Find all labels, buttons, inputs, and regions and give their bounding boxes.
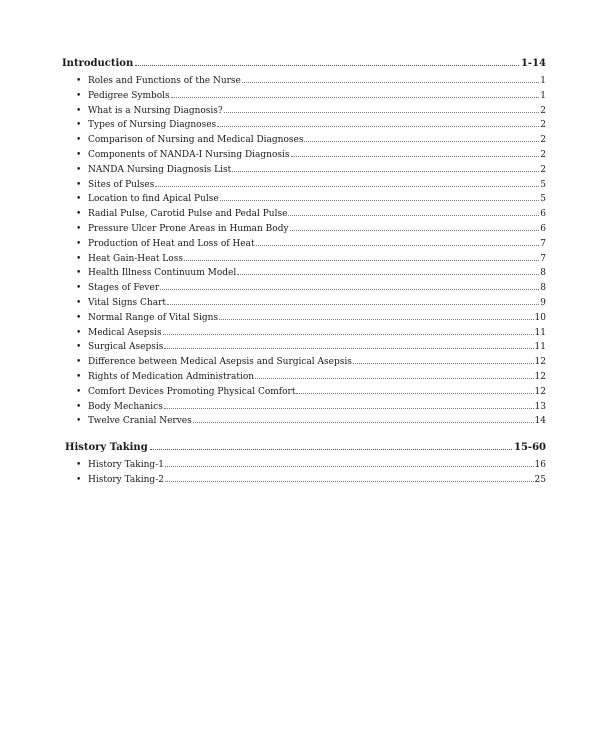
dot-leader (155, 186, 539, 187)
toc-entry-label: Health Illness Continuum Model (88, 268, 237, 279)
bullet-icon: • (76, 179, 82, 190)
toc-entry[interactable] (76, 118, 546, 133)
bullet-icon: • (76, 474, 82, 485)
toc-entry-page: 5 (540, 194, 546, 205)
toc-entry-page: 2 (540, 135, 546, 146)
dot-leader (160, 289, 539, 290)
toc-entry-page: 12 (534, 386, 546, 397)
toc-entry-label: Sites of Pulses (88, 179, 155, 190)
bullet-icon: • (76, 223, 82, 234)
bullet-icon: • (76, 253, 82, 264)
section-page-range: 1-14 (520, 58, 546, 69)
toc-entry-page: 2 (540, 164, 546, 175)
bullet-icon: • (76, 268, 82, 279)
toc-entry-page: 1 (540, 76, 546, 86)
toc-entry-page: 13 (534, 401, 546, 412)
toc-entry-label: Radial Pulse, Carotid Pulse and Pedal Pulse (88, 209, 288, 220)
dot-leader (242, 82, 539, 83)
toc-entry-page: 12 (534, 371, 546, 382)
dot-leader (256, 245, 540, 246)
section-title: History Taking (65, 442, 148, 453)
dot-leader (164, 348, 533, 349)
bullet-icon: • (76, 401, 82, 412)
toc-entry-label: Pedigree Symbols (88, 90, 170, 101)
toc-entry-label: Production of Heat and Loss of Heat (88, 238, 255, 249)
bullet-icon: • (76, 135, 82, 146)
toc-entry[interactable] (76, 311, 546, 326)
section-heading[interactable] (65, 442, 546, 456)
dot-leader (217, 126, 539, 127)
toc-entry[interactable] (76, 104, 546, 119)
dot-leader (135, 65, 519, 66)
toc-entry-label: Rights of Medication Administration (88, 371, 255, 382)
toc-entry-label: Vital Signs Chart (88, 297, 166, 308)
toc-entry-label: Components of NANDA-I Nursing Diagnosis (88, 149, 290, 160)
toc-entry[interactable] (76, 74, 546, 89)
dot-leader (219, 319, 533, 320)
toc-entry-page: 16 (534, 460, 546, 470)
toc-entry[interactable] (76, 355, 546, 370)
toc-section-history-taking (0, 442, 607, 488)
toc-entry-label: Heat Gain-Heat Loss (88, 253, 183, 264)
toc-entry-page: 14 (534, 416, 546, 427)
bullet-icon: • (76, 149, 82, 160)
dot-leader (163, 334, 534, 335)
toc-entry-label: NANDA Nursing Diagnosis List (88, 164, 232, 175)
toc-entry-label: What is a Nursing Diagnosis? (88, 105, 223, 116)
dot-leader (353, 363, 534, 364)
toc-entry-page: 2 (540, 120, 546, 131)
bullet-icon: • (76, 90, 82, 101)
toc-entry-page: 5 (540, 179, 546, 190)
dot-leader (193, 422, 534, 423)
toc-entry[interactable] (76, 192, 546, 207)
toc-entry-label: History Taking-2 (88, 474, 164, 485)
toc-entry-page: 11 (534, 327, 546, 338)
toc-entry-page: 6 (540, 209, 546, 220)
toc-entry[interactable] (76, 163, 546, 178)
toc-entry[interactable] (76, 340, 546, 355)
dot-leader (164, 408, 534, 409)
section-page-range: 15-60 (514, 442, 546, 453)
toc-entry-page: 11 (534, 342, 546, 353)
toc-entry-label: Stages of Fever (88, 283, 160, 294)
toc-entry-label: Medical Asepsis (88, 327, 162, 338)
bullet-icon: • (76, 105, 82, 116)
toc-entry-label: Pressure Ulcer Prone Areas in Human Body (88, 223, 289, 234)
bullet-icon: • (76, 416, 82, 427)
toc-entry-label: Location to find Apical Pulse (88, 194, 219, 205)
dot-leader (288, 215, 539, 216)
toc-entry-page: 25 (534, 474, 546, 485)
bullet-icon: • (76, 312, 82, 323)
dot-leader (165, 481, 534, 482)
toc-entry[interactable] (76, 266, 546, 281)
dot-leader (232, 171, 539, 172)
toc-entry-label: Difference between Medical Asepsis and Surgical Asepsis (88, 357, 352, 368)
toc-entry-label: Twelve Cranial Nerves (88, 416, 192, 427)
toc-entry-page: 1 (540, 90, 546, 101)
toc-entry[interactable] (76, 133, 546, 148)
toc-entry-label: Surgical Asepsis (88, 342, 164, 353)
dot-leader (255, 378, 534, 379)
toc-entry-label: Types of Nursing Diagnoses (88, 120, 217, 131)
toc-entry[interactable] (76, 326, 546, 341)
toc-item-list (0, 74, 607, 429)
toc-entry-label: Comfort Devices Promoting Physical Comfort (88, 386, 296, 397)
toc-entry[interactable] (76, 473, 546, 488)
toc-entry-page: 7 (540, 253, 546, 264)
dot-leader (165, 466, 534, 467)
toc-entry-page: 6 (540, 223, 546, 234)
toc-entry-page: 9 (540, 297, 546, 308)
dot-leader (290, 230, 540, 231)
toc-item-list (0, 458, 607, 488)
toc-entry[interactable] (76, 414, 546, 429)
bullet-icon: • (76, 164, 82, 175)
bullet-icon: • (76, 120, 82, 131)
bullet-icon: • (76, 460, 82, 470)
toc-entry-page: 2 (540, 149, 546, 160)
bullet-icon: • (76, 194, 82, 205)
toc-entry[interactable] (76, 89, 546, 104)
dot-leader (150, 449, 512, 450)
toc-entry[interactable] (76, 281, 546, 296)
toc-entry[interactable] (76, 458, 546, 473)
toc-entry[interactable] (76, 252, 546, 267)
dot-leader (167, 304, 539, 305)
toc-entry-label: Comparison of Nursing and Medical Diagnoses (88, 135, 304, 146)
toc-entry-label: Body Mechanics (88, 401, 163, 412)
section-heading[interactable] (62, 58, 546, 72)
bullet-icon: • (76, 386, 82, 397)
bullet-icon: • (76, 342, 82, 353)
bullet-icon: • (76, 76, 82, 86)
bullet-icon: • (76, 238, 82, 249)
toc-entry[interactable] (76, 400, 546, 415)
bullet-icon: • (76, 327, 82, 338)
toc-entry-page: 8 (540, 283, 546, 294)
bullet-icon: • (76, 357, 82, 368)
toc-entry[interactable] (76, 148, 546, 163)
bullet-icon: • (76, 371, 82, 382)
toc-entry-label: Normal Range of Vital Signs (88, 312, 219, 323)
toc-entry-page: 10 (534, 312, 546, 323)
section-title: Introduction (62, 58, 134, 69)
dot-leader (291, 156, 540, 157)
toc-entry-page: 12 (534, 357, 546, 368)
toc-entry[interactable] (76, 237, 546, 252)
dot-leader (220, 200, 540, 201)
dot-leader (304, 141, 539, 142)
toc-entry-page: 2 (540, 105, 546, 116)
dot-leader (237, 274, 539, 275)
toc-entry[interactable] (76, 370, 546, 385)
toc-entry-page: 8 (540, 268, 546, 279)
toc-section-introduction (0, 58, 607, 429)
dot-leader (184, 260, 539, 261)
toc-entry[interactable] (76, 178, 546, 193)
dot-leader (171, 97, 540, 98)
toc-entry[interactable] (76, 222, 546, 237)
bullet-icon: • (76, 283, 82, 294)
dot-leader (224, 112, 540, 113)
bullet-icon: • (76, 297, 82, 308)
toc-entry-page: 7 (540, 238, 546, 249)
dot-leader (296, 393, 533, 394)
toc-entry[interactable] (76, 385, 546, 400)
bullet-icon: • (76, 209, 82, 220)
toc-entry[interactable] (76, 296, 546, 311)
toc-entry-label: History Taking-1 (88, 460, 164, 470)
toc-entry-label: Roles and Functions of the Nurse (88, 76, 241, 86)
toc-entry[interactable] (76, 207, 546, 222)
